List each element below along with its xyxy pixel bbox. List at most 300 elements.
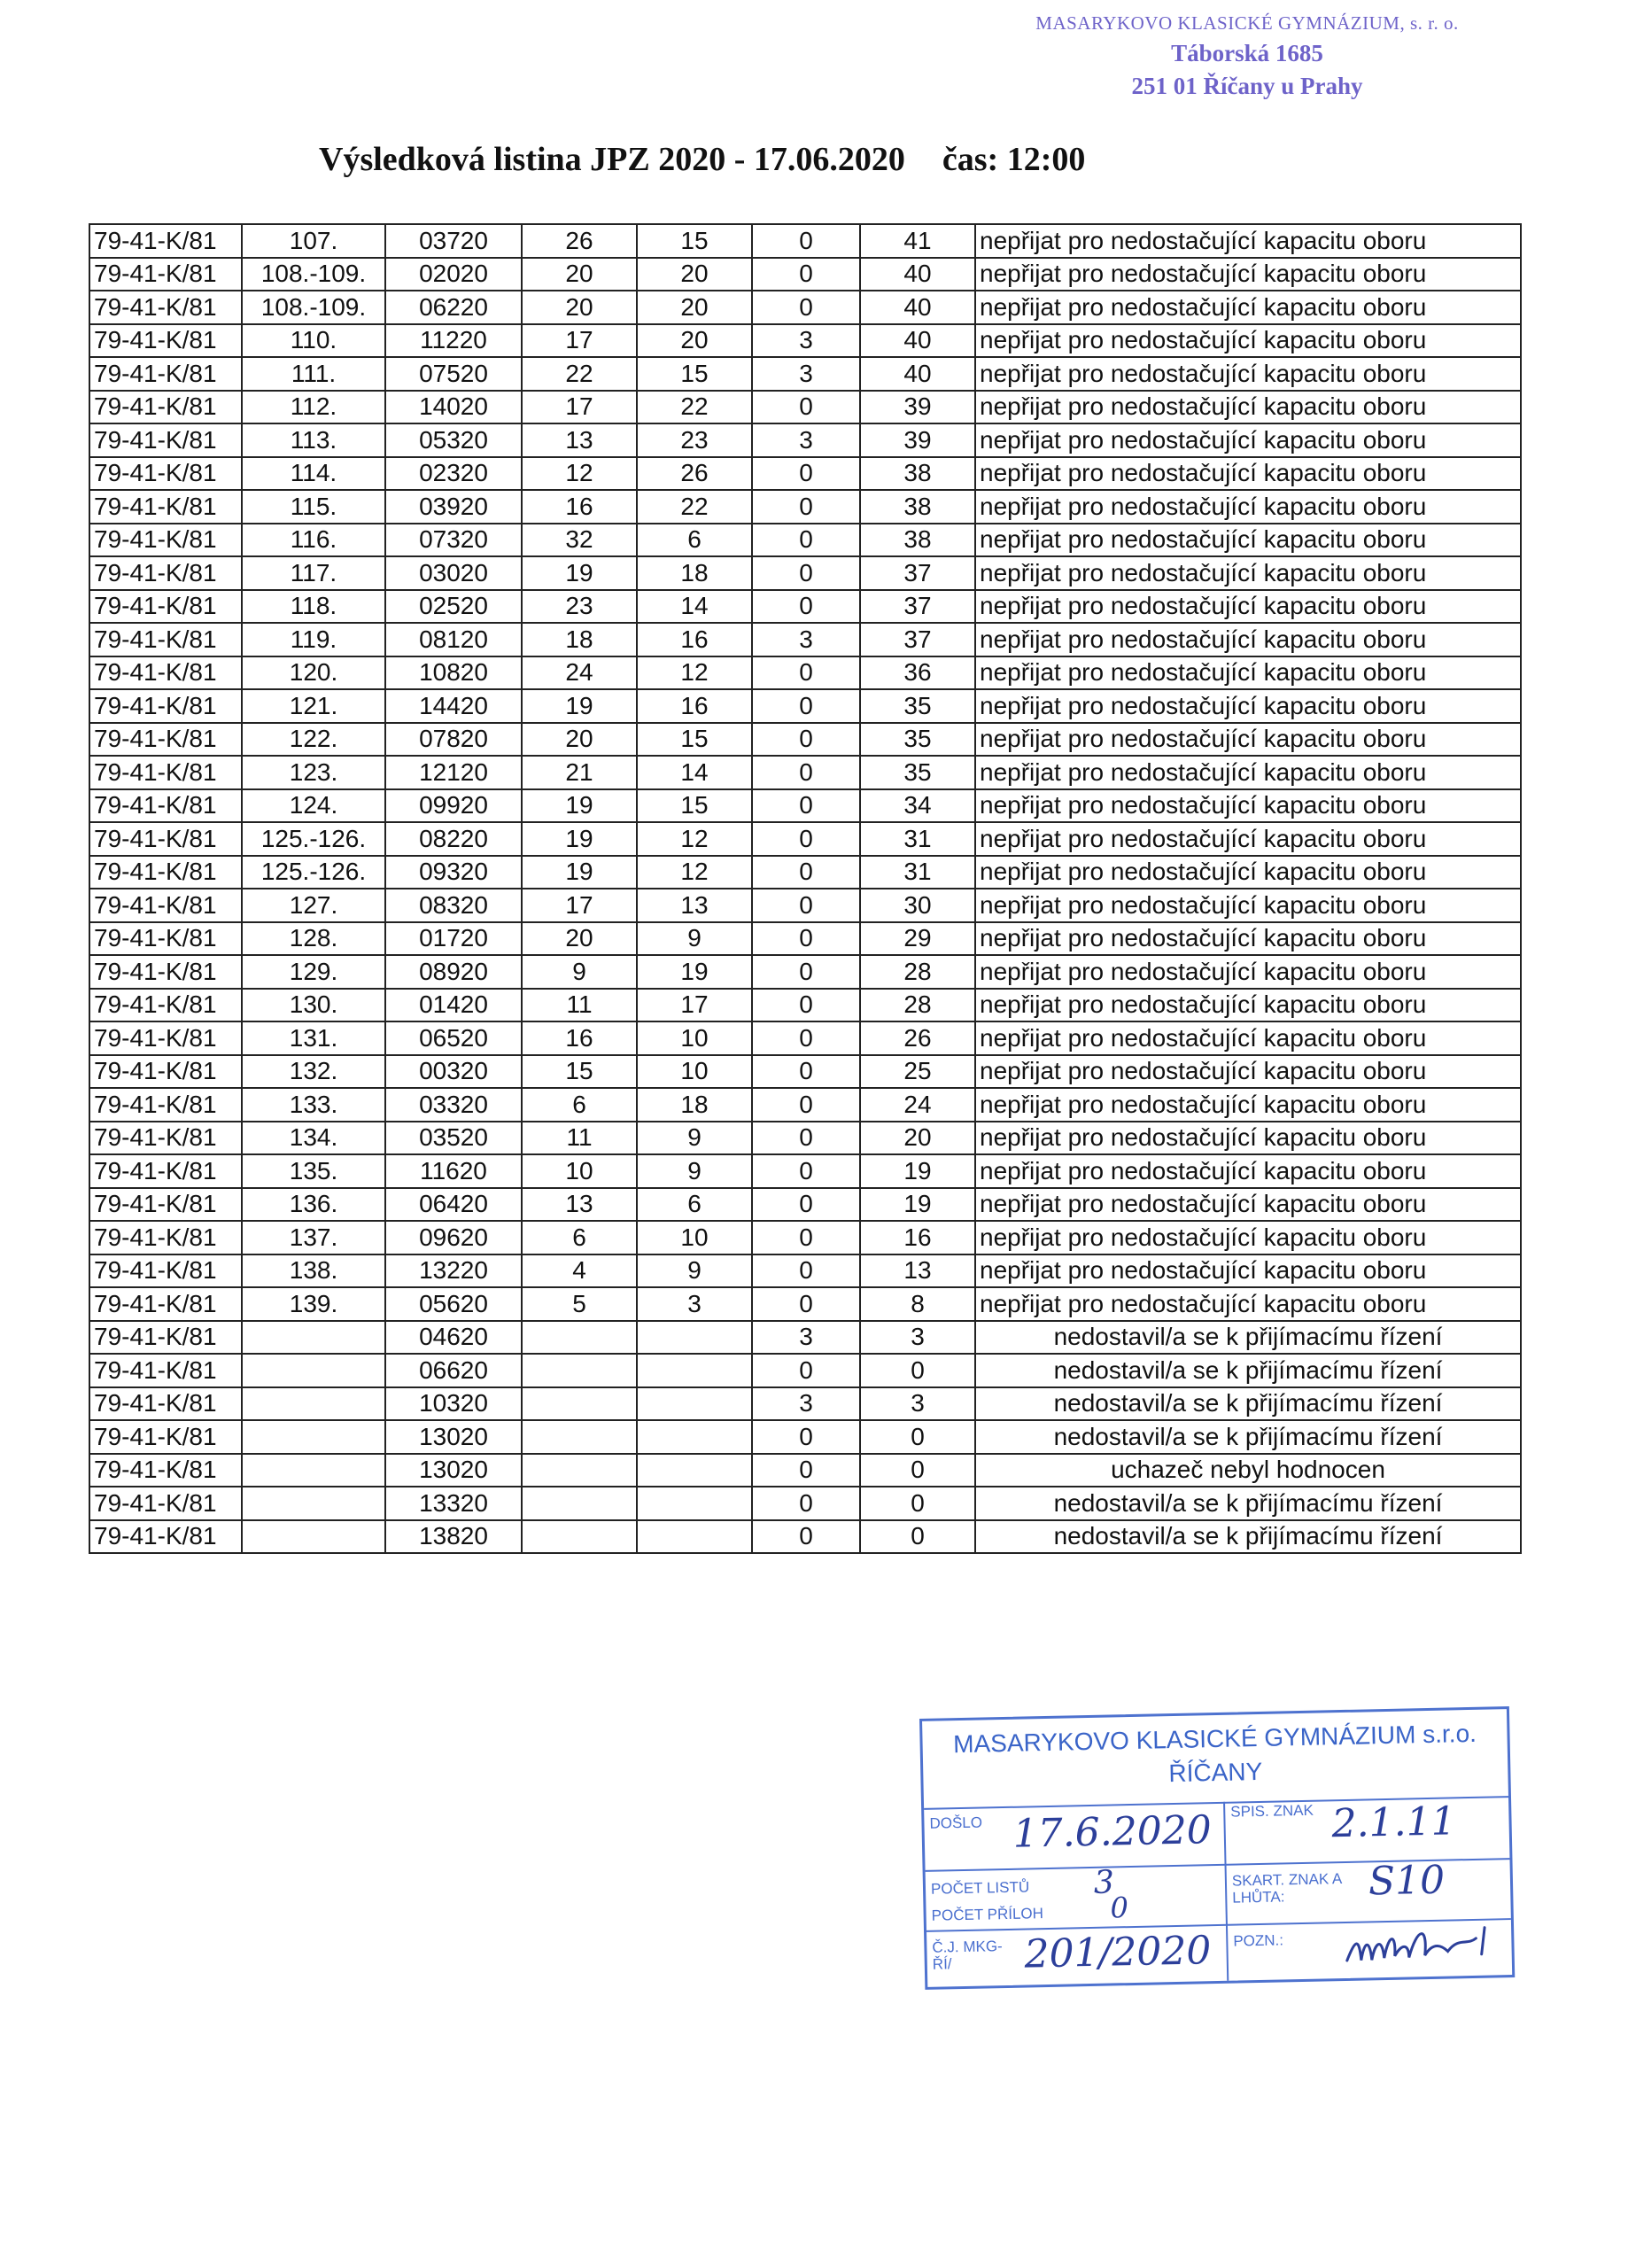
stamp-header — [922, 1709, 1508, 1810]
bonus-score-cell: 3 — [752, 1321, 860, 1355]
applicant-code-cell: 03920 — [385, 490, 522, 524]
rank-cell: 131. — [242, 1021, 385, 1055]
rank-cell: 113. — [242, 423, 385, 457]
obor-cell: 79-41-K/81 — [89, 1454, 242, 1487]
test2-score-cell: 20 — [637, 291, 752, 324]
total-score-cell: 40 — [860, 324, 975, 358]
table-row — [89, 1520, 1521, 1554]
table-row — [89, 1055, 1521, 1089]
result-status-cell: nepřijat pro nedostačující kapacitu oboru — [975, 1055, 1521, 1089]
letterhead-city: 251 01 Říčany u Prahy — [1131, 73, 1363, 99]
table-row — [89, 1454, 1521, 1487]
applicant-code-cell: 01720 — [385, 922, 522, 956]
test1-score-cell: 4 — [522, 1254, 637, 1288]
bonus-score-cell: 3 — [752, 423, 860, 457]
test1-score-cell: 17 — [522, 889, 637, 922]
total-score-cell: 40 — [860, 291, 975, 324]
applicant-code-cell: 06220 — [385, 291, 522, 324]
test2-score-cell: 6 — [637, 1188, 752, 1222]
test1-score-cell: 13 — [522, 423, 637, 457]
test2-score-cell: 3 — [637, 1287, 752, 1321]
test2-score-cell — [637, 1487, 752, 1520]
test2-score-cell: 15 — [637, 789, 752, 823]
total-score-cell: 37 — [860, 590, 975, 624]
applicant-code-cell: 13020 — [385, 1420, 522, 1454]
applicant-code-cell: 14420 — [385, 689, 522, 723]
table-row — [89, 1487, 1521, 1520]
test2-score-cell: 18 — [637, 556, 752, 590]
result-status-cell: nepřijat pro nedostačující kapacitu oboru — [975, 524, 1521, 557]
rank-cell: 124. — [242, 789, 385, 823]
obor-cell: 79-41-K/81 — [89, 224, 242, 258]
test2-score-cell: 12 — [637, 856, 752, 889]
obor-cell: 79-41-K/81 — [89, 955, 242, 989]
bonus-score-cell: 0 — [752, 258, 860, 291]
rank-cell: 128. — [242, 922, 385, 956]
applicant-code-cell: 13220 — [385, 1254, 522, 1288]
obor-cell: 79-41-K/81 — [89, 689, 242, 723]
test2-score-cell: 10 — [637, 1221, 752, 1254]
result-status-cell: nepřijat pro nedostačující kapacitu oboru — [975, 1287, 1521, 1321]
bonus-score-cell: 0 — [752, 789, 860, 823]
result-status-cell: nepřijat pro nedostačující kapacitu oboru — [975, 391, 1521, 424]
rank-cell — [242, 1520, 385, 1554]
obor-cell: 79-41-K/81 — [89, 1520, 242, 1554]
obor-cell: 79-41-K/81 — [89, 1188, 242, 1222]
table-row — [89, 258, 1521, 291]
obor-cell: 79-41-K/81 — [89, 291, 242, 324]
test2-score-cell: 6 — [637, 524, 752, 557]
table-row — [89, 656, 1521, 690]
test1-score-cell: 19 — [522, 556, 637, 590]
page-title — [0, 140, 1628, 179]
table-row — [89, 756, 1521, 789]
applicant-code-cell: 03720 — [385, 224, 522, 258]
result-status-cell: nepřijat pro nedostačující kapacitu oboru — [975, 1254, 1521, 1288]
rank-cell: 112. — [242, 391, 385, 424]
table-row — [89, 556, 1521, 590]
test2-score-cell: 23 — [637, 423, 752, 457]
test2-score-cell — [637, 1520, 752, 1554]
test2-score-cell: 22 — [637, 490, 752, 524]
test2-score-cell: 20 — [637, 258, 752, 291]
test2-score-cell: 14 — [637, 590, 752, 624]
result-status-cell: nepřijat pro nedostačující kapacitu oboru — [975, 291, 1521, 324]
obor-cell: 79-41-K/81 — [89, 590, 242, 624]
test2-score-cell — [637, 1454, 752, 1487]
test1-score-cell: 9 — [522, 955, 637, 989]
bonus-score-cell: 0 — [752, 1487, 860, 1520]
obor-cell: 79-41-K/81 — [89, 756, 242, 789]
test2-score-cell: 14 — [637, 756, 752, 789]
test1-score-cell: 16 — [522, 1021, 637, 1055]
applicant-code-cell: 03020 — [385, 556, 522, 590]
table-row — [89, 1088, 1521, 1122]
bonus-score-cell: 0 — [752, 989, 860, 1022]
total-score-cell: 35 — [860, 756, 975, 789]
rank-cell: 134. — [242, 1122, 385, 1155]
obor-cell: 79-41-K/81 — [89, 391, 242, 424]
obor-cell: 79-41-K/81 — [89, 490, 242, 524]
result-status-cell: nepřijat pro nedostačující kapacitu oboru — [975, 556, 1521, 590]
stamp-label-cj: Č.J. MKG-ŘÍ/ — [932, 1938, 1003, 1973]
test2-score-cell: 9 — [637, 1254, 752, 1288]
rank-cell: 110. — [242, 324, 385, 358]
obor-cell: 79-41-K/81 — [89, 1387, 242, 1421]
test2-score-cell: 9 — [637, 1122, 752, 1155]
obor-cell: 79-41-K/81 — [89, 1221, 242, 1254]
total-score-cell: 38 — [860, 524, 975, 557]
test2-score-cell: 18 — [637, 1088, 752, 1122]
table-row — [89, 391, 1521, 424]
result-status-cell: nepřijat pro nedostačující kapacitu oboru — [975, 756, 1521, 789]
rank-cell — [242, 1487, 385, 1520]
total-score-cell: 41 — [860, 224, 975, 258]
results-table — [89, 223, 1522, 1554]
result-status-cell: nepřijat pro nedostačující kapacitu oboru — [975, 457, 1521, 491]
result-status-cell: nepřijat pro nedostačující kapacitu oboru — [975, 689, 1521, 723]
rank-cell — [242, 1420, 385, 1454]
obor-cell: 79-41-K/81 — [89, 656, 242, 690]
bonus-score-cell: 0 — [752, 822, 860, 856]
bonus-score-cell: 0 — [752, 922, 860, 956]
applicant-code-cell: 14020 — [385, 391, 522, 424]
bonus-score-cell: 0 — [752, 524, 860, 557]
total-score-cell: 28 — [860, 989, 975, 1022]
test1-score-cell: 19 — [522, 689, 637, 723]
test2-score-cell: 19 — [637, 955, 752, 989]
test1-score-cell: 11 — [522, 1122, 637, 1155]
test1-score-cell: 17 — [522, 324, 637, 358]
results-table-body — [89, 224, 1521, 1553]
result-status-cell: nepřijat pro nedostačující kapacitu oboru — [975, 1122, 1521, 1155]
table-row — [89, 723, 1521, 757]
table-row — [89, 1287, 1521, 1321]
applicant-code-cell: 11220 — [385, 324, 522, 358]
result-status-cell: nepřijat pro nedostačující kapacitu oboru — [975, 324, 1521, 358]
registry-stamp — [919, 1706, 1515, 1990]
test1-score-cell: 19 — [522, 822, 637, 856]
total-score-cell: 3 — [860, 1387, 975, 1421]
total-score-cell: 19 — [860, 1154, 975, 1188]
result-status-cell: nepřijat pro nedostačující kapacitu oboru — [975, 490, 1521, 524]
stamp-label-pocet-priloh: POČET PŘÍLOH — [931, 1905, 1044, 1924]
stamp-value-pocet-priloh: 0 — [1110, 1891, 1129, 1925]
bonus-score-cell: 0 — [752, 556, 860, 590]
test2-score-cell: 16 — [637, 689, 752, 723]
test2-score-cell: 15 — [637, 357, 752, 391]
total-score-cell: 0 — [860, 1454, 975, 1487]
table-row — [89, 590, 1521, 624]
result-status-cell: nedostavil/a se k přijímacímu řízení — [975, 1354, 1521, 1387]
obor-cell: 79-41-K/81 — [89, 789, 242, 823]
bonus-score-cell: 3 — [752, 623, 860, 656]
applicant-code-cell: 13020 — [385, 1454, 522, 1487]
total-score-cell: 38 — [860, 490, 975, 524]
bonus-score-cell: 0 — [752, 955, 860, 989]
applicant-code-cell: 11620 — [385, 1154, 522, 1188]
test1-score-cell: 5 — [522, 1287, 637, 1321]
rank-cell: 132. — [242, 1055, 385, 1089]
result-status-cell: nepřijat pro nedostačující kapacitu oboru — [975, 623, 1521, 656]
bonus-score-cell: 0 — [752, 457, 860, 491]
applicant-code-cell: 02320 — [385, 457, 522, 491]
applicant-code-cell: 07520 — [385, 357, 522, 391]
result-status-cell: nepřijat pro nedostačující kapacitu oboru — [975, 989, 1521, 1022]
test1-score-cell: 32 — [522, 524, 637, 557]
table-row — [89, 224, 1521, 258]
test2-score-cell: 9 — [637, 922, 752, 956]
table-row — [89, 1154, 1521, 1188]
result-status-cell: nepřijat pro nedostačující kapacitu oboru — [975, 224, 1521, 258]
stamp-value-doslo: 17.6.2020 — [1012, 1807, 1213, 1857]
applicant-code-cell: 08120 — [385, 623, 522, 656]
bonus-score-cell: 3 — [752, 324, 860, 358]
stamp-label-skart-znak: SKART. ZNAK A LHŮTA: — [1231, 1870, 1342, 1907]
table-row — [89, 789, 1521, 823]
test1-score-cell: 20 — [522, 258, 637, 291]
table-row — [89, 1021, 1521, 1055]
stamp-label-spis-znak: SPIS. ZNAK — [1230, 1801, 1314, 1821]
applicant-code-cell: 03320 — [385, 1088, 522, 1122]
table-row — [89, 291, 1521, 324]
total-score-cell: 0 — [860, 1354, 975, 1387]
total-score-cell: 31 — [860, 856, 975, 889]
test2-score-cell — [637, 1387, 752, 1421]
test1-score-cell: 10 — [522, 1154, 637, 1188]
test1-score-cell: 15 — [522, 1055, 637, 1089]
test1-score-cell: 16 — [522, 490, 637, 524]
bonus-score-cell: 0 — [752, 856, 860, 889]
test1-score-cell: 20 — [522, 291, 637, 324]
total-score-cell: 37 — [860, 556, 975, 590]
obor-cell: 79-41-K/81 — [89, 856, 242, 889]
rank-cell: 117. — [242, 556, 385, 590]
table-row — [89, 524, 1521, 557]
applicant-code-cell: 02520 — [385, 590, 522, 624]
bonus-score-cell: 0 — [752, 723, 860, 757]
rank-cell: 122. — [242, 723, 385, 757]
applicant-code-cell: 00320 — [385, 1055, 522, 1089]
table-row — [89, 922, 1521, 956]
test1-score-cell — [522, 1354, 637, 1387]
result-status-cell: nepřijat pro nedostačující kapacitu oboru — [975, 357, 1521, 391]
obor-cell: 79-41-K/81 — [89, 556, 242, 590]
total-score-cell: 0 — [860, 1487, 975, 1520]
bonus-score-cell: 0 — [752, 656, 860, 690]
stamp-label-doslo: DOŠLO — [929, 1814, 983, 1832]
applicant-code-cell: 04620 — [385, 1321, 522, 1355]
obor-cell: 79-41-K/81 — [89, 1420, 242, 1454]
stamp-signature — [1343, 1918, 1503, 1977]
rank-cell: 137. — [242, 1221, 385, 1254]
stamp-value-pocet-listu: 3 — [1093, 1864, 1115, 1901]
rank-cell: 121. — [242, 689, 385, 723]
total-score-cell: 30 — [860, 889, 975, 922]
bonus-score-cell: 0 — [752, 1454, 860, 1487]
applicant-code-cell: 06520 — [385, 1021, 522, 1055]
table-row — [89, 1188, 1521, 1222]
rank-cell: 119. — [242, 623, 385, 656]
obor-cell: 79-41-K/81 — [89, 1321, 242, 1355]
result-status-cell: nepřijat pro nedostačující kapacitu oboru — [975, 822, 1521, 856]
applicant-code-cell: 02020 — [385, 258, 522, 291]
bonus-score-cell: 0 — [752, 590, 860, 624]
total-score-cell: 37 — [860, 623, 975, 656]
total-score-cell: 20 — [860, 1122, 975, 1155]
obor-cell: 79-41-K/81 — [89, 623, 242, 656]
applicant-code-cell: 13820 — [385, 1520, 522, 1554]
stamp-label-pocet-listu: POČET LISTŮ — [930, 1878, 1030, 1898]
bonus-score-cell: 0 — [752, 1420, 860, 1454]
test1-score-cell: 6 — [522, 1221, 637, 1254]
obor-cell: 79-41-K/81 — [89, 889, 242, 922]
obor-cell: 79-41-K/81 — [89, 1021, 242, 1055]
applicant-code-cell: 06420 — [385, 1188, 522, 1222]
applicant-code-cell: 01420 — [385, 989, 522, 1022]
result-status-cell: nepřijat pro nedostačující kapacitu oboru — [975, 1088, 1521, 1122]
rank-cell: 139. — [242, 1287, 385, 1321]
result-status-cell: nepřijat pro nedostačující kapacitu oboru — [975, 789, 1521, 823]
obor-cell: 79-41-K/81 — [89, 1055, 242, 1089]
obor-cell: 79-41-K/81 — [89, 1122, 242, 1155]
test2-score-cell: 12 — [637, 822, 752, 856]
rank-cell: 135. — [242, 1154, 385, 1188]
rank-cell: 115. — [242, 490, 385, 524]
rank-cell: 108.-109. — [242, 258, 385, 291]
result-status-cell: nedostavil/a se k přijímacímu řízení — [975, 1420, 1521, 1454]
obor-cell: 79-41-K/81 — [89, 822, 242, 856]
applicant-code-cell: 09320 — [385, 856, 522, 889]
obor-cell: 79-41-K/81 — [89, 324, 242, 358]
total-score-cell: 39 — [860, 423, 975, 457]
rank-cell: 123. — [242, 756, 385, 789]
result-status-cell: nepřijat pro nedostačující kapacitu oboru — [975, 423, 1521, 457]
bonus-score-cell: 0 — [752, 1122, 860, 1155]
applicant-code-cell: 07820 — [385, 723, 522, 757]
applicant-code-cell: 08920 — [385, 955, 522, 989]
page-title-time: čas: 12:00 — [942, 141, 1086, 178]
total-score-cell: 0 — [860, 1420, 975, 1454]
applicant-code-cell: 03520 — [385, 1122, 522, 1155]
stamp-school-name: MASARYKOVO KLASICKÉ GYMNÁZIUM s.r.o. — [952, 1719, 1477, 1759]
bonus-score-cell: 0 — [752, 689, 860, 723]
bonus-score-cell: 0 — [752, 224, 860, 258]
rank-cell: 125.-126. — [242, 856, 385, 889]
result-status-cell: uchazeč nebyl hodnocen — [975, 1454, 1521, 1487]
result-status-cell: nedostavil/a se k přijímacímu řízení — [975, 1321, 1521, 1355]
stamp-value-skart-znak: S10 — [1368, 1857, 1446, 1905]
test2-score-cell: 15 — [637, 224, 752, 258]
test2-score-cell: 13 — [637, 889, 752, 922]
bonus-score-cell: 0 — [752, 756, 860, 789]
bonus-score-cell: 3 — [752, 357, 860, 391]
bonus-score-cell: 0 — [752, 1221, 860, 1254]
stamp-label-pozn: POZN.: — [1233, 1931, 1284, 1950]
rank-cell: 116. — [242, 524, 385, 557]
test1-score-cell — [522, 1387, 637, 1421]
obor-cell: 79-41-K/81 — [89, 258, 242, 291]
test1-score-cell: 20 — [522, 922, 637, 956]
result-status-cell: nedostavil/a se k přijímacímu řízení — [975, 1520, 1521, 1554]
obor-cell: 79-41-K/81 — [89, 1254, 242, 1288]
result-status-cell: nepřijat pro nedostačující kapacitu oboru — [975, 723, 1521, 757]
test1-score-cell: 17 — [522, 391, 637, 424]
rank-cell — [242, 1354, 385, 1387]
bonus-score-cell: 0 — [752, 1520, 860, 1554]
table-row — [89, 1321, 1521, 1355]
applicant-code-cell: 13320 — [385, 1487, 522, 1520]
test2-score-cell: 20 — [637, 324, 752, 358]
test2-score-cell — [637, 1420, 752, 1454]
bonus-score-cell: 0 — [752, 1021, 860, 1055]
rank-cell — [242, 1387, 385, 1421]
total-score-cell: 3 — [860, 1321, 975, 1355]
obor-cell: 79-41-K/81 — [89, 1354, 242, 1387]
stamp-divider-vertical — [1223, 1802, 1229, 1981]
test2-score-cell: 26 — [637, 457, 752, 491]
result-status-cell: nepřijat pro nedostačující kapacitu oboru — [975, 590, 1521, 624]
obor-cell: 79-41-K/81 — [89, 457, 242, 491]
test2-score-cell: 22 — [637, 391, 752, 424]
total-score-cell: 16 — [860, 1221, 975, 1254]
applicant-code-cell: 07320 — [385, 524, 522, 557]
total-score-cell: 38 — [860, 457, 975, 491]
page-title-main: Výsledková listina JPZ 2020 - 17.06.2020 — [319, 141, 905, 178]
obor-cell: 79-41-K/81 — [89, 1487, 242, 1520]
bonus-score-cell: 0 — [752, 889, 860, 922]
rank-cell: 133. — [242, 1088, 385, 1122]
table-row — [89, 856, 1521, 889]
applicant-code-cell: 10820 — [385, 656, 522, 690]
result-status-cell: nepřijat pro nedostačující kapacitu oboru — [975, 856, 1521, 889]
table-row — [89, 1221, 1521, 1254]
total-score-cell: 35 — [860, 723, 975, 757]
test1-score-cell — [522, 1454, 637, 1487]
test1-score-cell: 23 — [522, 590, 637, 624]
total-score-cell: 34 — [860, 789, 975, 823]
applicant-code-cell: 12120 — [385, 756, 522, 789]
table-row — [89, 623, 1521, 656]
rank-cell — [242, 1321, 385, 1355]
test2-score-cell — [637, 1321, 752, 1355]
obor-cell: 79-41-K/81 — [89, 989, 242, 1022]
test2-score-cell: 12 — [637, 656, 752, 690]
stamp-value-spis-znak: 2.1.11 — [1331, 1798, 1457, 1847]
test1-score-cell: 12 — [522, 457, 637, 491]
letterhead-school-name: MASARYKOVO KLASICKÉ GYMNÁZIUM, s. r. o. — [1035, 12, 1459, 34]
total-score-cell: 24 — [860, 1088, 975, 1122]
test2-score-cell — [637, 1354, 752, 1387]
rank-cell: 138. — [242, 1254, 385, 1288]
total-score-cell: 25 — [860, 1055, 975, 1089]
table-row — [89, 1387, 1521, 1421]
bonus-score-cell: 0 — [752, 1154, 860, 1188]
applicant-code-cell: 10320 — [385, 1387, 522, 1421]
rank-cell: 130. — [242, 989, 385, 1022]
table-row — [89, 822, 1521, 856]
bonus-score-cell: 0 — [752, 1287, 860, 1321]
applicant-code-cell: 05320 — [385, 423, 522, 457]
test1-score-cell: 26 — [522, 224, 637, 258]
obor-cell: 79-41-K/81 — [89, 423, 242, 457]
result-status-cell: nedostavil/a se k přijímacímu řízení — [975, 1387, 1521, 1421]
table-row — [89, 889, 1521, 922]
test1-score-cell — [522, 1420, 637, 1454]
total-score-cell: 31 — [860, 822, 975, 856]
stamp-town: ŘÍČANY — [1168, 1757, 1263, 1788]
obor-cell: 79-41-K/81 — [89, 1088, 242, 1122]
